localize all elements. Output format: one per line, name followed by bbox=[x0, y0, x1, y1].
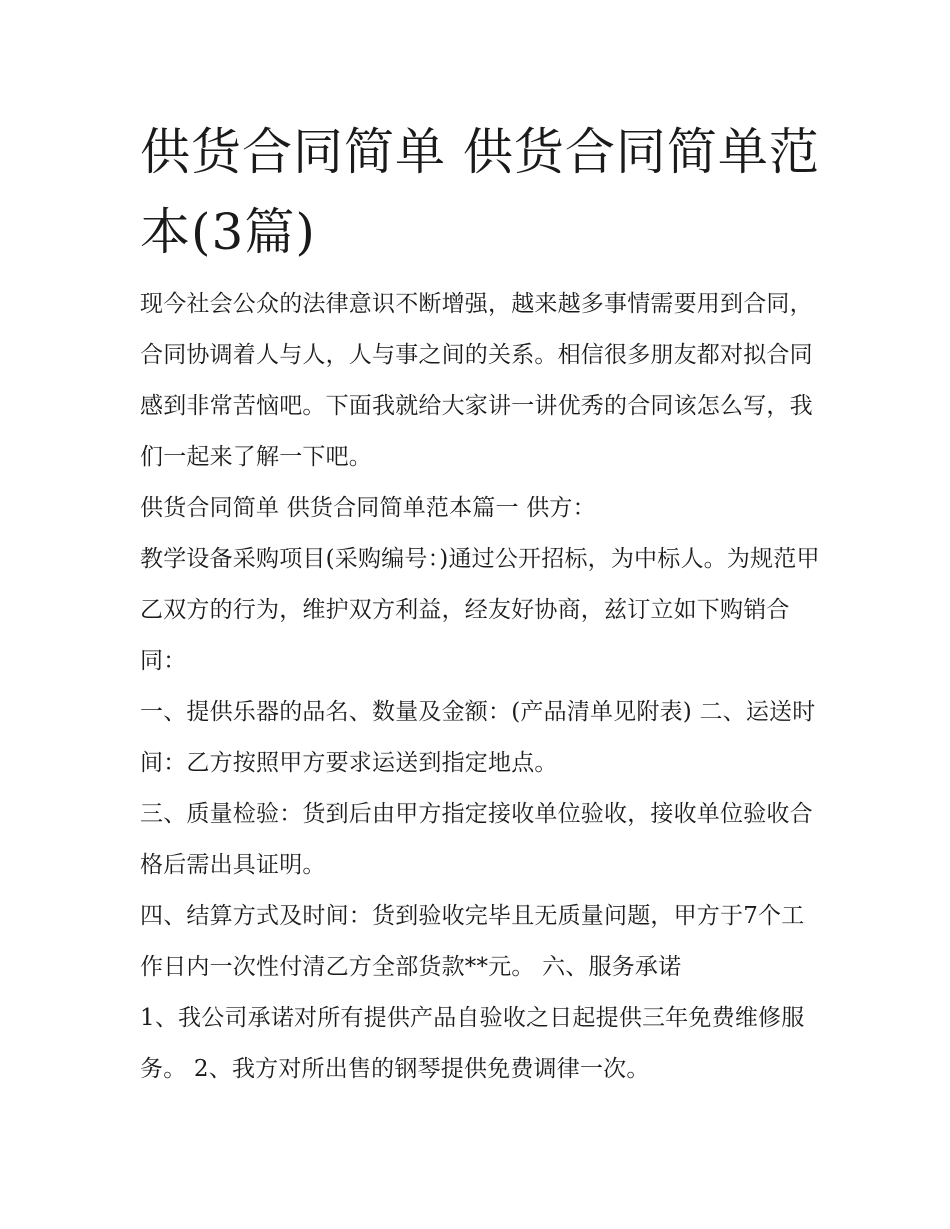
paragraph-intro: 现今社会公众的法律意识不断增强，越来越多事情需要用到合同，合同协调着人与人，人与事之间的关系。相信很多朋友都对拟合同感到非常苦恼吧。下面我就给大家讲一讲优秀的合同该怎么写，我们一起来了解一下吧。 bbox=[140, 291, 813, 470]
paragraph-purchase-project: 教学设备采购项目(采购编号：)通过公开招标，为中标人。为规范甲乙双方的行为，维护双方利益，经友好协商，兹订立如下购销合同： bbox=[140, 546, 820, 674]
paragraph-section-heading: 供货合同简单 供货合同简单范本篇一 供方： bbox=[140, 495, 596, 521]
paragraph-service-commitment: 1、我公司承诺对所有提供产品自验收之日起提供三年免费维修服务。 2、我方对所出售的钢琴提供免费调律一次。 bbox=[140, 1005, 805, 1082]
document-title: 供货合同简单 供货合同简单范本(3篇) bbox=[140, 123, 820, 261]
document-body bbox=[140, 279, 820, 1095]
paragraph-clause-3: 三、质量检验：货到后由甲方指定接收单位验收，接收单位验收合格后需出具证明。 bbox=[140, 801, 813, 878]
paragraph-clause-4: 四、结算方式及时间：货到验收完毕且无质量问题，甲方于7个工作日内一次性付清乙方全部货款**元。 六、服务承诺 bbox=[140, 903, 805, 980]
paragraph-clause-1-2: 一、提供乐器的品名、数量及金额：(产品清单见附表) 二、运送时间：乙方按照甲方要求运送到指定地点。 bbox=[140, 699, 816, 776]
